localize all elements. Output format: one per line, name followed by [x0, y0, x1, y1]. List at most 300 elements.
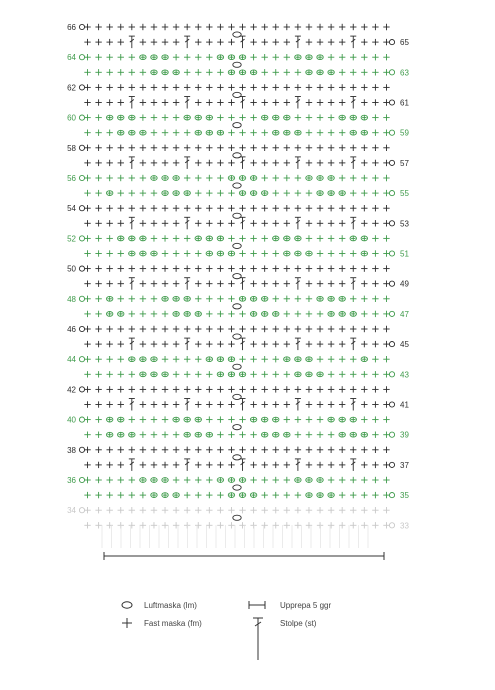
- single-crochet-mark: [372, 160, 378, 166]
- single-crochet-mark: [328, 54, 334, 60]
- chain-mark: [79, 55, 84, 60]
- single-crochet-mark: [196, 433, 200, 437]
- single-crochet-mark: [106, 130, 112, 136]
- single-crochet-mark: [329, 417, 333, 421]
- single-crochet-mark: [184, 522, 190, 528]
- single-crochet-mark: [372, 190, 378, 196]
- single-crochet-mark: [350, 522, 356, 528]
- single-crochet-mark: [318, 55, 322, 59]
- single-crochet-mark: [84, 190, 90, 196]
- single-crochet-mark: [383, 401, 389, 407]
- single-crochet-mark: [273, 39, 279, 45]
- single-crochet-mark: [339, 356, 345, 362]
- single-crochet-mark: [339, 220, 345, 226]
- single-crochet-mark: [106, 477, 112, 483]
- single-crochet-mark: [195, 371, 201, 377]
- single-crochet-mark: [162, 24, 168, 30]
- single-crochet-mark: [306, 462, 312, 468]
- single-crochet-mark: [229, 493, 233, 497]
- single-crochet-mark: [318, 176, 322, 180]
- chain-mark: [389, 221, 394, 226]
- single-crochet-mark: [339, 145, 345, 151]
- single-crochet-mark: [340, 417, 344, 421]
- single-crochet-mark: [140, 281, 146, 287]
- single-crochet-mark: [383, 54, 389, 60]
- single-crochet-mark: [174, 70, 178, 74]
- single-crochet-mark: [206, 24, 212, 30]
- row-number: 59: [400, 128, 409, 138]
- double-crochet-mark: [184, 217, 190, 229]
- single-crochet-mark: [295, 432, 301, 438]
- single-crochet-mark: [317, 39, 323, 45]
- single-crochet-mark: [317, 326, 323, 332]
- single-crochet-mark: [207, 433, 211, 437]
- single-crochet-mark: [306, 416, 312, 422]
- single-crochet-mark: [95, 265, 101, 271]
- single-crochet-mark: [184, 250, 190, 256]
- single-crochet-mark: [239, 130, 245, 136]
- single-crochet-mark: [129, 84, 135, 90]
- single-crochet-mark: [151, 311, 157, 317]
- single-crochet-mark: [306, 447, 312, 453]
- single-crochet-mark: [107, 115, 111, 119]
- single-crochet-mark: [184, 235, 190, 241]
- single-crochet-mark: [95, 235, 101, 241]
- row-number: 46: [67, 325, 76, 334]
- chain-mark: [389, 40, 394, 45]
- single-crochet-mark: [151, 341, 157, 347]
- single-crochet-mark: [173, 401, 179, 407]
- single-crochet-mark: [351, 236, 355, 240]
- row-number: 53: [400, 219, 409, 229]
- single-crochet-mark: [217, 220, 223, 226]
- single-crochet-mark: [317, 130, 323, 136]
- single-crochet-mark: [163, 297, 167, 301]
- single-crochet-mark: [129, 477, 135, 483]
- single-crochet-mark: [262, 417, 266, 421]
- single-crochet-mark: [118, 160, 124, 166]
- single-crochet-mark: [162, 235, 168, 241]
- row-number: 43: [400, 370, 409, 380]
- single-crochet-mark: [140, 326, 146, 332]
- single-crochet-mark: [329, 191, 333, 195]
- single-crochet-mark: [95, 401, 101, 407]
- single-crochet-mark: [95, 386, 101, 392]
- single-crochet-mark: [130, 357, 134, 361]
- single-crochet-mark: [95, 492, 101, 498]
- single-crochet-mark: [129, 311, 135, 317]
- single-crochet-mark: [206, 265, 212, 271]
- single-crochet-mark: [284, 281, 290, 287]
- single-crochet-mark: [228, 220, 234, 226]
- double-crochet-mark: [129, 157, 135, 169]
- single-crochet-mark: [350, 265, 356, 271]
- chain-mark: [389, 251, 394, 256]
- single-crochet-mark: [196, 236, 200, 240]
- single-crochet-mark: [296, 478, 300, 482]
- single-crochet-mark: [328, 24, 334, 30]
- single-crochet-mark: [317, 205, 323, 211]
- single-crochet-mark: [217, 114, 223, 120]
- single-crochet-mark: [140, 296, 146, 302]
- single-crochet-mark: [273, 492, 279, 498]
- single-crochet-mark: [118, 356, 124, 362]
- single-crochet-mark: [206, 311, 212, 317]
- single-crochet-mark: [383, 205, 389, 211]
- single-crochet-mark: [95, 84, 101, 90]
- single-crochet-mark: [195, 447, 201, 453]
- single-crochet-mark: [383, 311, 389, 317]
- single-crochet-mark: [106, 522, 112, 528]
- single-crochet-mark: [140, 190, 146, 196]
- chain-mark: [389, 523, 394, 528]
- single-crochet-mark: [173, 145, 179, 151]
- single-crochet-mark: [228, 507, 234, 513]
- row-number: 55: [400, 189, 409, 199]
- single-crochet-mark: [250, 114, 256, 120]
- double-crochet-mark: [295, 157, 301, 169]
- row-number: 64: [67, 53, 76, 63]
- chain-mark: [79, 326, 84, 331]
- single-crochet-mark: [339, 69, 345, 75]
- single-crochet-mark: [173, 522, 179, 528]
- single-crochet-mark: [95, 220, 101, 226]
- single-crochet-mark: [174, 191, 178, 195]
- single-crochet-mark: [339, 507, 345, 513]
- single-crochet-mark: [372, 220, 378, 226]
- single-crochet-mark: [163, 176, 167, 180]
- single-crochet-mark: [106, 356, 112, 362]
- single-crochet-mark: [383, 281, 389, 287]
- single-crochet-mark: [372, 99, 378, 105]
- single-crochet-mark: [95, 477, 101, 483]
- chain-mark: [233, 62, 241, 67]
- single-crochet-mark: [206, 296, 212, 302]
- single-crochet-mark: [284, 326, 290, 332]
- single-crochet-mark: [173, 39, 179, 45]
- single-crochet-mark: [118, 69, 124, 75]
- single-crochet-mark: [196, 115, 200, 119]
- single-crochet-mark: [273, 220, 279, 226]
- single-crochet-mark: [95, 462, 101, 468]
- single-crochet-mark: [152, 478, 156, 482]
- single-crochet-mark: [372, 386, 378, 392]
- single-crochet-mark: [307, 372, 311, 376]
- row-number: 47: [400, 309, 409, 319]
- single-crochet-mark: [340, 433, 344, 437]
- single-crochet-mark: [328, 386, 334, 392]
- single-crochet-mark: [106, 99, 112, 105]
- single-crochet-mark: [251, 70, 255, 74]
- single-crochet-mark: [339, 492, 345, 498]
- single-crochet-mark: [173, 24, 179, 30]
- single-crochet-mark: [240, 372, 244, 376]
- single-crochet-mark: [306, 145, 312, 151]
- single-crochet-mark: [151, 39, 157, 45]
- single-crochet-mark: [228, 296, 234, 302]
- double-crochet-mark: [240, 399, 246, 411]
- chain-mark: [79, 447, 84, 452]
- single-crochet-mark: [274, 131, 278, 135]
- single-crochet-mark: [306, 24, 312, 30]
- single-crochet-mark: [284, 522, 290, 528]
- single-crochet-mark: [118, 341, 124, 347]
- single-crochet-mark: [361, 99, 367, 105]
- double-crochet-mark: [184, 459, 190, 471]
- single-crochet-mark: [184, 492, 190, 498]
- single-crochet-mark: [118, 175, 124, 181]
- single-crochet-mark: [84, 84, 90, 90]
- single-crochet-mark: [229, 176, 233, 180]
- single-crochet-mark: [195, 250, 201, 256]
- single-crochet-mark: [162, 507, 168, 513]
- single-crochet-mark: [250, 99, 256, 105]
- single-crochet-mark: [206, 205, 212, 211]
- double-crochet-mark: [295, 399, 301, 411]
- single-crochet-mark: [84, 356, 90, 362]
- single-crochet-mark: [340, 191, 344, 195]
- single-crochet-mark: [240, 70, 244, 74]
- single-crochet-mark: [306, 205, 312, 211]
- single-crochet-mark: [273, 341, 279, 347]
- single-crochet-mark: [329, 297, 333, 301]
- row-number: 56: [67, 174, 76, 183]
- single-crochet-mark: [228, 114, 234, 120]
- single-crochet-mark: [106, 250, 112, 256]
- single-crochet-mark: [195, 69, 201, 75]
- single-crochet-mark: [218, 478, 222, 482]
- double-crochet-mark: [129, 217, 135, 229]
- single-crochet-mark: [350, 296, 356, 302]
- single-crochet-mark: [273, 326, 279, 332]
- single-crochet-mark: [250, 24, 256, 30]
- single-crochet-mark: [273, 265, 279, 271]
- single-crochet-mark: [95, 311, 101, 317]
- single-crochet-mark: [372, 296, 378, 302]
- single-crochet-mark: [339, 130, 345, 136]
- single-crochet-mark: [350, 447, 356, 453]
- single-crochet-mark: [84, 24, 90, 30]
- legend-double-label: Stolpe (st): [280, 619, 317, 628]
- single-crochet-mark: [284, 24, 290, 30]
- single-crochet-mark: [284, 69, 290, 75]
- single-crochet-mark: [295, 522, 301, 528]
- single-crochet-mark: [284, 99, 290, 105]
- single-crochet-mark: [130, 433, 134, 437]
- single-crochet-mark: [84, 220, 90, 226]
- single-crochet-mark: [307, 493, 311, 497]
- chain-mark: [233, 304, 241, 309]
- single-crochet-mark: [317, 341, 323, 347]
- single-crochet-mark: [306, 160, 312, 166]
- chain-mark: [389, 191, 394, 196]
- single-crochet-mark: [328, 114, 334, 120]
- chain-mark: [79, 387, 84, 392]
- single-crochet-mark: [118, 54, 124, 60]
- single-crochet-mark: [228, 84, 234, 90]
- single-crochet-mark: [273, 69, 279, 75]
- single-crochet-mark: [162, 281, 168, 287]
- single-crochet-mark: [273, 145, 279, 151]
- single-crochet-mark: [317, 160, 323, 166]
- single-crochet-mark: [84, 447, 90, 453]
- row-number: 62: [67, 83, 76, 93]
- single-crochet-mark: [261, 507, 267, 513]
- single-crochet-mark: [140, 69, 146, 75]
- single-crochet-mark: [151, 401, 157, 407]
- single-crochet-mark: [129, 54, 135, 60]
- single-crochet-mark: [207, 131, 211, 135]
- row-number: 40: [67, 415, 76, 425]
- single-crochet-mark: [250, 130, 256, 136]
- single-crochet-mark: [240, 191, 244, 195]
- single-crochet-mark: [140, 84, 146, 90]
- double-crochet-mark: [240, 97, 246, 109]
- single-crochet-mark: [350, 477, 356, 483]
- single-crochet-mark: [362, 251, 366, 255]
- single-crochet-mark: [383, 432, 389, 438]
- single-crochet-mark: [262, 312, 266, 316]
- single-crochet-mark: [217, 326, 223, 332]
- single-crochet-mark: [106, 281, 112, 287]
- double-crochet-mark: [129, 278, 135, 290]
- single-crochet-mark: [295, 492, 301, 498]
- single-crochet-mark: [284, 190, 290, 196]
- chain-mark: [389, 432, 394, 437]
- single-crochet-mark: [195, 522, 201, 528]
- single-crochet-mark: [273, 175, 279, 181]
- single-crochet-mark: [140, 386, 146, 392]
- single-crochet-mark: [195, 296, 201, 302]
- single-crochet-mark: [106, 235, 112, 241]
- single-crochet-mark: [274, 236, 278, 240]
- single-crochet-mark: [351, 417, 355, 421]
- single-crochet-mark: [306, 114, 312, 120]
- single-crochet-mark: [317, 401, 323, 407]
- single-crochet-mark: [284, 371, 290, 377]
- single-crochet-mark: [328, 130, 334, 136]
- single-crochet-mark: [95, 99, 101, 105]
- single-crochet-mark: [173, 54, 179, 60]
- single-crochet-mark: [84, 265, 90, 271]
- single-crochet-mark: [185, 297, 189, 301]
- single-crochet-mark: [229, 70, 233, 74]
- single-crochet-mark: [118, 205, 124, 211]
- single-crochet-mark: [140, 220, 146, 226]
- single-crochet-mark: [261, 462, 267, 468]
- single-crochet-mark: [118, 371, 124, 377]
- single-crochet-mark: [250, 205, 256, 211]
- single-crochet-mark: [151, 296, 157, 302]
- single-crochet-mark: [173, 160, 179, 166]
- chain-mark: [389, 100, 394, 105]
- single-crochet-mark: [118, 220, 124, 226]
- row-number: 63: [400, 68, 409, 78]
- single-crochet-mark: [140, 311, 146, 317]
- single-crochet-mark: [129, 507, 135, 513]
- single-crochet-mark: [361, 175, 367, 181]
- single-crochet-mark: [140, 99, 146, 105]
- single-crochet-mark: [217, 190, 223, 196]
- single-crochet-mark: [383, 39, 389, 45]
- single-crochet-mark: [228, 326, 234, 332]
- single-crochet-mark: [228, 145, 234, 151]
- single-crochet-mark: [251, 297, 255, 301]
- single-crochet-mark: [206, 99, 212, 105]
- single-crochet-mark: [151, 205, 157, 211]
- single-crochet-mark: [317, 250, 323, 256]
- single-crochet-mark: [195, 492, 201, 498]
- single-crochet-mark: [329, 70, 333, 74]
- single-crochet-mark: [295, 386, 301, 392]
- single-crochet-mark: [151, 220, 157, 226]
- single-crochet-mark: [162, 265, 168, 271]
- single-crochet-mark: [317, 311, 323, 317]
- single-crochet-mark: [162, 401, 168, 407]
- single-crochet-mark: [84, 416, 90, 422]
- single-crochet-mark: [317, 220, 323, 226]
- single-crochet-mark: [383, 84, 389, 90]
- single-crochet-mark: [273, 296, 279, 302]
- single-crochet-mark: [340, 297, 344, 301]
- single-crochet-mark: [84, 522, 90, 528]
- double-crochet-mark: [295, 97, 301, 109]
- chain-stitch-icon: [120, 600, 134, 610]
- single-crochet-mark: [372, 54, 378, 60]
- single-crochet-mark: [295, 69, 301, 75]
- single-crochet-mark: [206, 371, 212, 377]
- single-crochet-mark: [95, 190, 101, 196]
- single-crochet-mark: [328, 507, 334, 513]
- single-crochet-mark: [239, 84, 245, 90]
- single-crochet-mark: [339, 160, 345, 166]
- single-crochet-mark: [372, 432, 378, 438]
- single-crochet-mark: [140, 492, 146, 498]
- single-crochet-mark: [151, 432, 157, 438]
- single-crochet-mark: [262, 191, 266, 195]
- single-crochet-mark: [250, 447, 256, 453]
- single-crochet-mark: [261, 99, 267, 105]
- single-crochet-mark: [106, 220, 112, 226]
- single-crochet-mark: [151, 99, 157, 105]
- single-crochet-mark: [228, 265, 234, 271]
- single-crochet-mark: [306, 130, 312, 136]
- single-crochet-mark: [206, 386, 212, 392]
- single-crochet-mark: [84, 69, 90, 75]
- single-crochet-mark: [173, 432, 179, 438]
- single-crochet-mark: [250, 160, 256, 166]
- single-crochet-mark: [106, 145, 112, 151]
- row-number: 54: [67, 204, 76, 214]
- double-crochet-mark: [350, 36, 356, 48]
- single-crochet-mark: [151, 190, 157, 196]
- row-number: 33: [400, 521, 409, 531]
- single-crochet-mark: [284, 39, 290, 45]
- single-crochet-mark: [228, 235, 234, 241]
- single-crochet-mark: [173, 220, 179, 226]
- single-crochet-mark: [184, 265, 190, 271]
- single-crochet-mark: [151, 24, 157, 30]
- single-crochet-mark: [140, 447, 146, 453]
- double-crochet-mark: [129, 338, 135, 350]
- single-crochet-mark: [239, 326, 245, 332]
- single-crochet-mark: [228, 522, 234, 528]
- single-crochet-mark: [250, 401, 256, 407]
- single-crochet-mark: [106, 175, 112, 181]
- single-crochet-mark: [285, 251, 289, 255]
- single-crochet-mark: [261, 326, 267, 332]
- single-crochet-mark: [107, 417, 111, 421]
